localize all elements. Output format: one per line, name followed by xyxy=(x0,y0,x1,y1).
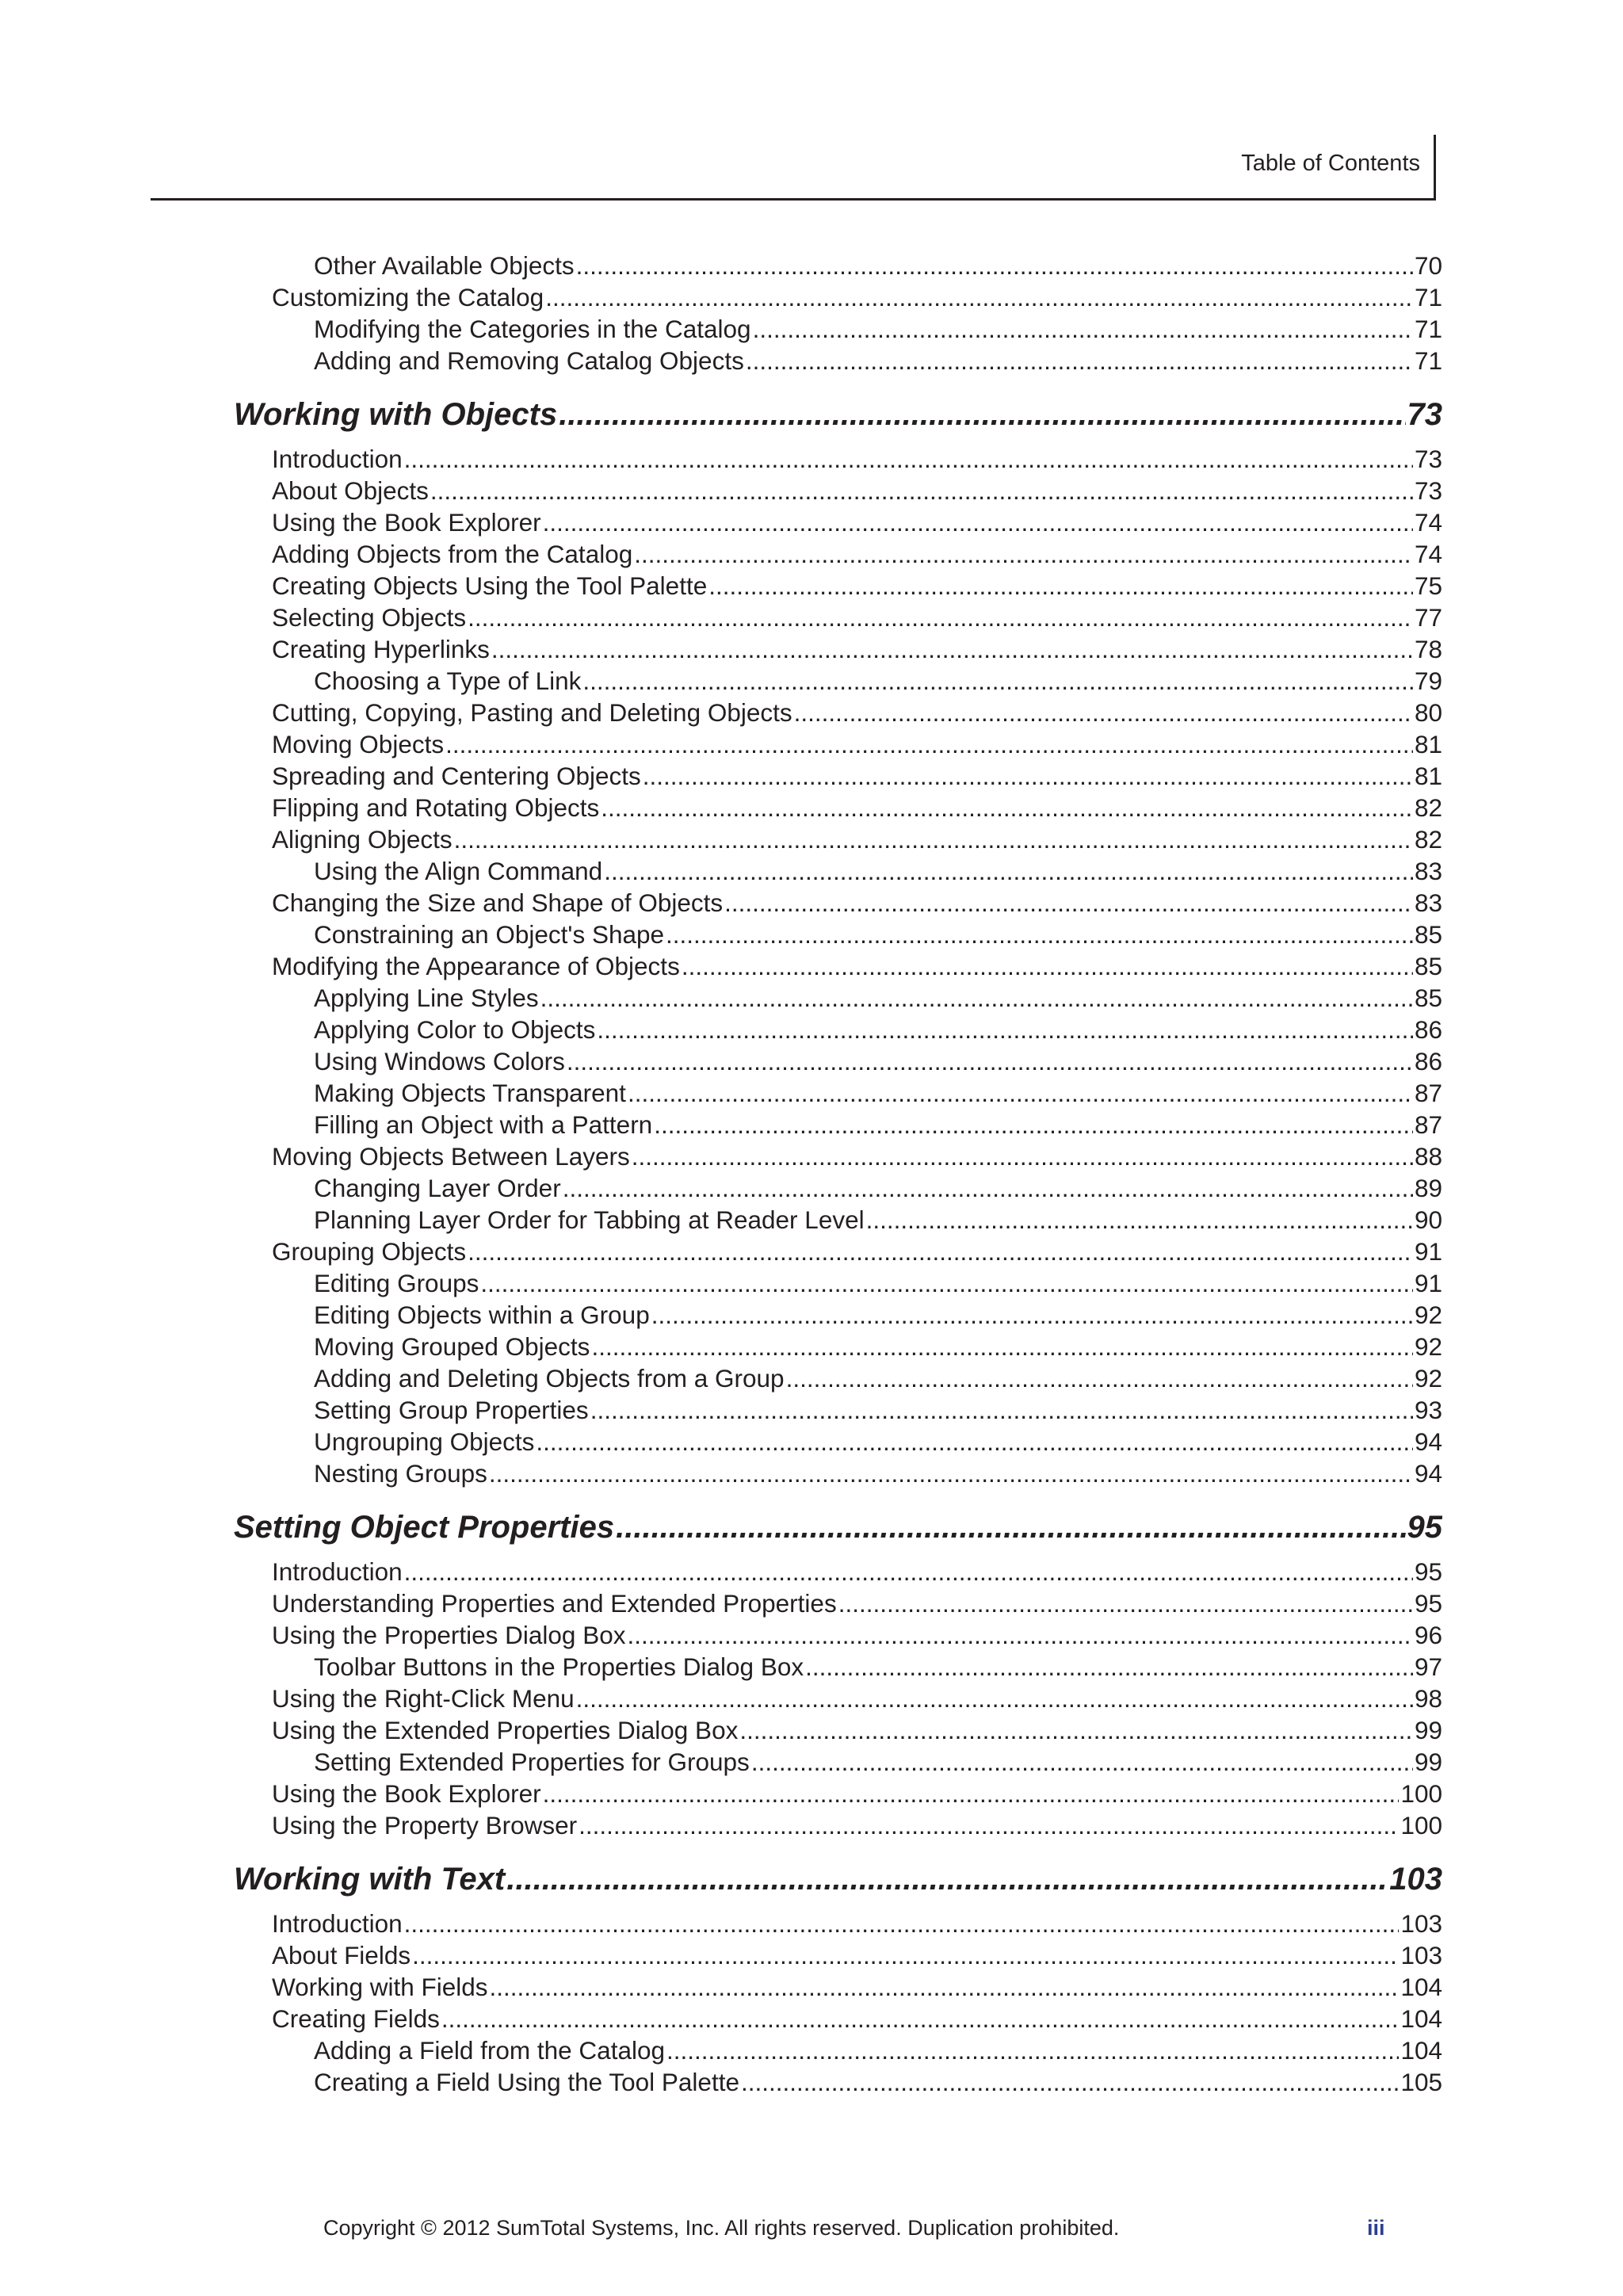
toc-entry-title: Using the Align Command xyxy=(314,857,603,885)
toc-dot-leader xyxy=(628,1077,1413,1109)
header-vertical-rule xyxy=(1434,135,1436,198)
toc-entry[interactable] xyxy=(234,1809,1442,1841)
toc-dot-leader xyxy=(543,506,1413,538)
toc-entry-page: 81 xyxy=(1414,730,1442,758)
toc-entry-page: 73 xyxy=(1407,397,1442,432)
toc-entry[interactable] xyxy=(234,1045,1442,1077)
toc-entry-title: Choosing a Type of Link xyxy=(314,667,582,695)
toc-dot-leader xyxy=(445,728,1413,760)
toc-entry-page: 100 xyxy=(1400,1779,1442,1808)
toc-entry-title: Using the Right-Click Menu xyxy=(272,1684,575,1713)
toc-dot-leader xyxy=(708,570,1413,602)
toc-entry-page: 100 xyxy=(1400,1811,1442,1839)
toc-dot-leader xyxy=(591,1331,1413,1362)
toc-entry-title: Customizing the Catalog xyxy=(272,283,544,311)
toc-dot-leader xyxy=(468,602,1413,633)
toc-entry[interactable] xyxy=(234,1587,1442,1619)
toc-dot-leader xyxy=(576,1683,1413,1714)
toc-entry[interactable] xyxy=(234,1683,1442,1714)
toc-entry-title: Toolbar Buttons in the Properties Dialog Box xyxy=(314,1652,804,1681)
toc-entry-title: Moving Objects xyxy=(272,730,445,758)
page-header xyxy=(151,135,1436,201)
toc-entry-title: Working with Text xyxy=(234,1862,506,1897)
footer-copyright: Copyright © 2012 SumTotal Systems, Inc. All rights reserved. Duplication prohibited. xyxy=(323,2216,1120,2240)
toc-dot-leader xyxy=(404,1556,1413,1587)
toc-entry[interactable] xyxy=(234,1556,1442,1587)
toc-entry[interactable] xyxy=(234,1778,1442,1809)
toc-entry-title: Using the Property Browser xyxy=(272,1811,578,1839)
toc-entry-page: 81 xyxy=(1414,762,1442,790)
toc-entry[interactable] xyxy=(234,570,1442,602)
toc-entry-page: 92 xyxy=(1414,1332,1442,1361)
toc-entry[interactable] xyxy=(234,602,1442,633)
toc-dot-leader xyxy=(590,1394,1413,1426)
toc-dot-leader xyxy=(604,855,1413,887)
toc-entry-title: Editing Objects within a Group xyxy=(314,1301,650,1329)
toc-dot-leader xyxy=(430,475,1413,506)
toc-entry-page: 95 xyxy=(1414,1589,1442,1618)
toc-entry[interactable] xyxy=(234,633,1442,665)
toc-dot-leader xyxy=(794,697,1413,728)
toc-dot-leader xyxy=(634,538,1413,570)
toc-dot-leader xyxy=(753,313,1413,345)
footer-page-number: iii xyxy=(1367,2216,1385,2240)
toc-entry-page: 104 xyxy=(1400,1973,1442,2001)
toc-entry[interactable] xyxy=(234,982,1442,1014)
toc-entry[interactable] xyxy=(234,1457,1442,1489)
toc-dot-leader xyxy=(838,1587,1413,1619)
toc-dot-leader xyxy=(480,1267,1413,1299)
toc-entry-title: Using the Properties Dialog Box xyxy=(272,1621,626,1649)
toc-entry-title: Setting Extended Properties for Groups xyxy=(314,1748,750,1776)
toc-entry-title: Editing Groups xyxy=(314,1269,479,1297)
toc-entry-page: 98 xyxy=(1414,1684,1442,1713)
toc-entry-title: Using the Book Explorer xyxy=(272,1779,541,1808)
toc-entry[interactable] xyxy=(234,1077,1442,1109)
toc-entry-page: 103 xyxy=(1389,1862,1442,1897)
toc-dot-leader xyxy=(616,1503,1405,1551)
toc-dot-leader xyxy=(506,1855,1388,1903)
toc-entry-title: Working with Fields xyxy=(272,1973,488,2001)
toc-chapter-entry[interactable] xyxy=(234,391,1442,438)
toc-entry-title: Other Available Objects xyxy=(314,251,575,280)
toc-entry-title: Setting Object Properties xyxy=(234,1510,615,1545)
toc-entry-title: Aligning Objects xyxy=(272,825,453,854)
toc-dot-leader xyxy=(404,1908,1400,1939)
toc-entry[interactable] xyxy=(234,760,1442,792)
toc-entry-page: 73 xyxy=(1414,445,1442,473)
toc-entry-page: 92 xyxy=(1414,1301,1442,1329)
toc-entry[interactable] xyxy=(234,887,1442,919)
toc-dot-leader xyxy=(601,792,1413,823)
toc-dot-leader xyxy=(540,982,1413,1014)
toc-entry-title: Understanding Properties and Extended Properties xyxy=(272,1589,837,1618)
toc-entry[interactable] xyxy=(234,250,1442,281)
toc-dot-leader xyxy=(545,281,1413,313)
toc-entry-page: 99 xyxy=(1414,1748,1442,1776)
toc-entry-title: Introduction xyxy=(272,1909,403,1938)
toc-dot-leader xyxy=(627,1619,1412,1651)
toc-entry-page: 83 xyxy=(1414,857,1442,885)
toc-entry-title: Cutting, Copying, Pasting and Deleting Objects xyxy=(272,698,792,727)
toc-entry-page: 90 xyxy=(1414,1205,1442,1234)
toc-entry[interactable] xyxy=(234,697,1442,728)
toc-entry-page: 103 xyxy=(1400,1941,1442,1969)
toc-entry-title: Flipping and Rotating Objects xyxy=(272,793,600,822)
toc-entry-title: Making Objects Transparent xyxy=(314,1079,626,1107)
toc-entry-page: 74 xyxy=(1414,540,1442,568)
toc-entry-page: 95 xyxy=(1407,1510,1442,1545)
toc-entry-page: 105 xyxy=(1400,2068,1442,2096)
toc-entry-page: 99 xyxy=(1414,1716,1442,1744)
toc-entry[interactable] xyxy=(234,1714,1442,1746)
toc-dot-leader xyxy=(643,760,1413,792)
toc-entry-page: 87 xyxy=(1414,1110,1442,1139)
toc-dot-leader xyxy=(746,345,1413,376)
toc-entry[interactable] xyxy=(234,855,1442,887)
toc-entry[interactable] xyxy=(234,2066,1442,2098)
toc-entry-page: 94 xyxy=(1414,1427,1442,1456)
toc-entry[interactable] xyxy=(234,1651,1442,1683)
toc-entry[interactable] xyxy=(234,1014,1442,1045)
toc-chapter-entry[interactable] xyxy=(234,1855,1442,1903)
toc-entry[interactable] xyxy=(234,1746,1442,1778)
toc-entry-page: 91 xyxy=(1414,1237,1442,1266)
toc-entry-page: 97 xyxy=(1414,1652,1442,1681)
toc-entry-page: 93 xyxy=(1414,1396,1442,1424)
toc-entry-title: Creating a Field Using the Tool Palette xyxy=(314,2068,739,2096)
toc-entry[interactable] xyxy=(234,475,1442,506)
toc-entry-title: Filling an Object with a Pattern xyxy=(314,1110,653,1139)
toc-entry-page: 94 xyxy=(1414,1459,1442,1488)
toc-dot-leader xyxy=(563,1172,1413,1204)
toc-entry[interactable] xyxy=(234,345,1442,376)
toc-entry-title: Introduction xyxy=(272,1557,403,1586)
toc-entry-title: Adding Objects from the Catalog xyxy=(272,540,633,568)
toc-entry-title: Using Windows Colors xyxy=(314,1047,565,1075)
toc-entry[interactable] xyxy=(234,2034,1442,2066)
toc-dot-leader xyxy=(454,823,1413,855)
toc-entry[interactable] xyxy=(234,2003,1442,2034)
toc-entry-title: Planning Layer Order for Tabbing at Reader Level xyxy=(314,1205,865,1234)
toc-entry-title: About Objects xyxy=(272,476,429,505)
toc-dot-leader xyxy=(536,1426,1413,1457)
header-title: Table of Contents xyxy=(1241,151,1420,176)
toc-entry-page: 91 xyxy=(1414,1269,1442,1297)
toc-entry-title: Creating Objects Using the Tool Palette xyxy=(272,571,708,600)
toc-entry-page: 74 xyxy=(1414,508,1442,537)
toc-entry[interactable] xyxy=(234,506,1442,538)
toc-dot-leader xyxy=(579,1809,1399,1841)
toc-entry-page: 85 xyxy=(1414,984,1442,1012)
toc-dot-leader xyxy=(666,919,1413,950)
toc-dot-leader xyxy=(412,1939,1399,1971)
toc-entry-page: 71 xyxy=(1414,315,1442,343)
toc-entry-title: Moving Grouped Objects xyxy=(314,1332,590,1361)
toc-entry-title: Setting Group Properties xyxy=(314,1396,589,1424)
toc-entry[interactable] xyxy=(234,1204,1442,1236)
toc-entry[interactable] xyxy=(234,1939,1442,1971)
toc-entry[interactable] xyxy=(234,1267,1442,1299)
toc-entry-page: 82 xyxy=(1414,825,1442,854)
toc-dot-leader xyxy=(666,2034,1399,2066)
toc-entry[interactable] xyxy=(234,281,1442,313)
toc-entry-title: Using the Extended Properties Dialog Box xyxy=(272,1716,739,1744)
toc-entry-page: 89 xyxy=(1414,1174,1442,1202)
toc-entry[interactable] xyxy=(234,665,1442,697)
toc-entry-page: 104 xyxy=(1400,2036,1442,2065)
toc-entry-title: About Fields xyxy=(272,1941,411,1969)
toc-entry-title: Applying Color to Objects xyxy=(314,1015,596,1044)
toc-dot-leader xyxy=(751,1746,1413,1778)
toc-entry[interactable] xyxy=(234,823,1442,855)
toc-entry[interactable] xyxy=(234,950,1442,982)
toc-entry[interactable] xyxy=(234,1172,1442,1204)
toc-entry-page: 103 xyxy=(1400,1909,1442,1938)
table-of-contents xyxy=(234,250,1442,2098)
toc-dot-leader xyxy=(582,665,1413,697)
toc-entry-page: 77 xyxy=(1414,603,1442,632)
toc-entry-page: 79 xyxy=(1414,667,1442,695)
toc-dot-leader xyxy=(741,2066,1399,2098)
toc-entry[interactable] xyxy=(234,1109,1442,1140)
toc-entry-page: 87 xyxy=(1414,1079,1442,1107)
toc-entry[interactable] xyxy=(234,1971,1442,2003)
toc-entry[interactable] xyxy=(234,313,1442,345)
toc-entry[interactable] xyxy=(234,1236,1442,1267)
toc-entry[interactable] xyxy=(234,1140,1442,1172)
toc-entry[interactable] xyxy=(234,538,1442,570)
toc-entry-title: Modifying the Appearance of Objects xyxy=(272,952,680,980)
toc-entry-page: 70 xyxy=(1414,251,1442,280)
toc-entry-title: Creating Fields xyxy=(272,2004,440,2033)
toc-dot-leader xyxy=(651,1299,1413,1331)
toc-entry-title: Grouping Objects xyxy=(272,1237,467,1266)
toc-dot-leader xyxy=(805,1651,1413,1683)
toc-dot-leader xyxy=(576,250,1413,281)
toc-dot-leader xyxy=(567,1045,1413,1077)
toc-entry-page: 82 xyxy=(1414,793,1442,822)
toc-dot-leader xyxy=(724,887,1413,919)
toc-chapter-entry[interactable] xyxy=(234,1503,1442,1551)
toc-entry-title: Modifying the Categories in the Catalog xyxy=(314,315,751,343)
toc-dot-leader xyxy=(491,633,1413,665)
toc-entry-title: Applying Line Styles xyxy=(314,984,539,1012)
toc-entry-page: 96 xyxy=(1414,1621,1442,1649)
toc-entry-title: Changing Layer Order xyxy=(314,1174,561,1202)
toc-dot-leader xyxy=(543,1778,1400,1809)
toc-entry-title: Nesting Groups xyxy=(314,1459,487,1488)
toc-entry[interactable] xyxy=(234,443,1442,475)
toc-entry-page: 73 xyxy=(1414,476,1442,505)
toc-dot-leader xyxy=(866,1204,1413,1236)
toc-entry[interactable] xyxy=(234,1362,1442,1394)
toc-entry[interactable] xyxy=(234,728,1442,760)
toc-entry-title: Changing the Size and Shape of Objects xyxy=(272,888,724,917)
toc-entry[interactable] xyxy=(234,1426,1442,1457)
toc-entry-title: Adding and Removing Catalog Objects xyxy=(314,346,744,375)
toc-entry-page: 85 xyxy=(1414,952,1442,980)
toc-dot-leader xyxy=(654,1109,1413,1140)
toc-dot-leader xyxy=(441,2003,1400,2034)
toc-dot-leader xyxy=(632,1140,1413,1172)
toc-dot-leader xyxy=(559,391,1405,438)
toc-entry-title: Spreading and Centering Objects xyxy=(272,762,641,790)
toc-entry-title: Constraining an Object's Shape xyxy=(314,920,665,949)
toc-entry-page: 83 xyxy=(1414,888,1442,917)
toc-entry-title: Adding and Deleting Objects from a Group xyxy=(314,1364,785,1392)
toc-dot-leader xyxy=(468,1236,1413,1267)
toc-entry-title: Selecting Objects xyxy=(272,603,467,632)
toc-entry-page: 92 xyxy=(1414,1364,1442,1392)
toc-entry[interactable] xyxy=(234,1908,1442,1939)
toc-entry-page: 86 xyxy=(1414,1047,1442,1075)
toc-dot-leader xyxy=(786,1362,1413,1394)
toc-entry[interactable] xyxy=(234,919,1442,950)
toc-entry[interactable] xyxy=(234,1394,1442,1426)
toc-entry-title: Moving Objects Between Layers xyxy=(272,1142,630,1171)
toc-entry[interactable] xyxy=(234,1299,1442,1331)
toc-entry-title: Ungrouping Objects xyxy=(314,1427,535,1456)
toc-dot-leader xyxy=(489,1457,1413,1489)
toc-entry-page: 95 xyxy=(1414,1557,1442,1586)
toc-entry-page: 104 xyxy=(1400,2004,1442,2033)
toc-entry-title: Using the Book Explorer xyxy=(272,508,541,537)
toc-dot-leader xyxy=(597,1014,1413,1045)
toc-entry-page: 75 xyxy=(1414,571,1442,600)
toc-entry-page: 86 xyxy=(1414,1015,1442,1044)
toc-entry-title: Adding a Field from the Catalog xyxy=(314,2036,665,2065)
toc-dot-leader xyxy=(739,1714,1413,1746)
toc-entry[interactable] xyxy=(234,1619,1442,1651)
toc-entry-page: 78 xyxy=(1414,635,1442,663)
toc-entry[interactable] xyxy=(234,792,1442,823)
toc-entry-page: 71 xyxy=(1414,283,1442,311)
toc-dot-leader xyxy=(682,950,1413,982)
toc-entry-page: 80 xyxy=(1414,698,1442,727)
toc-dot-leader xyxy=(490,1971,1400,2003)
toc-entry-title: Creating Hyperlinks xyxy=(272,635,490,663)
toc-entry-title: Introduction xyxy=(272,445,403,473)
toc-entry-page: 88 xyxy=(1414,1142,1442,1171)
toc-entry-title: Working with Objects xyxy=(234,397,558,432)
toc-dot-leader xyxy=(404,443,1413,475)
toc-entry-page: 71 xyxy=(1414,346,1442,375)
toc-entry[interactable] xyxy=(234,1331,1442,1362)
toc-entry-page: 85 xyxy=(1414,920,1442,949)
